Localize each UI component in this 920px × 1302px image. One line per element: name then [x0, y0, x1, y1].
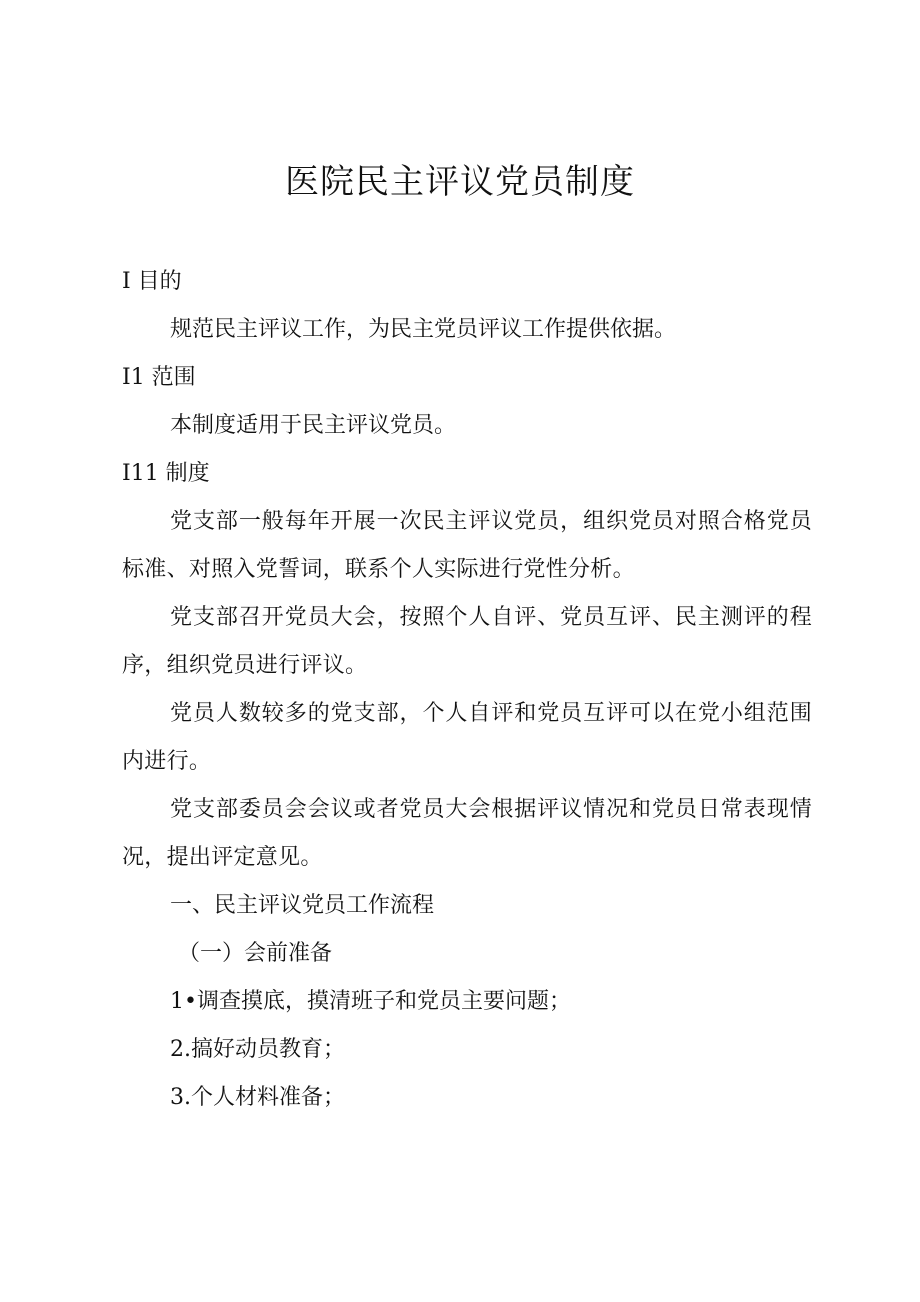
section-text-scope: 本制度适用于民主评议党员。	[170, 413, 457, 438]
paragraph: 党支部一般每年开展一次民主评议党员，组织党员对照合格党员标准、对照入党誓词，联系个人实际进行党性分析。	[122, 509, 812, 582]
section-heading-scope: I1 范围	[122, 365, 196, 390]
section-text-purpose: 规范民主评议工作，为民主党员评议工作提供依据。	[170, 317, 677, 342]
workflow-heading: 一、民主评议党员工作流程	[170, 893, 435, 918]
paragraph: 党员人数较多的党支部，个人自评和党员互评可以在党小组范围内进行。	[122, 701, 812, 774]
list-item: 2.搞好动员教育；	[170, 1037, 345, 1062]
section-heading-purpose: I 目的	[122, 269, 182, 294]
sub-heading: （一）会前准备	[178, 941, 333, 966]
list-item: 1•调查摸底，摸清班子和党员主要问题；	[170, 989, 571, 1014]
document-body	[122, 258, 812, 1122]
list-item: 3.个人材料准备；	[170, 1085, 345, 1110]
paragraph: 党支部召开党员大会，按照个人自评、党员互评、民主测评的程序，组织党员进行评议。	[122, 605, 812, 678]
document-title: 医院民主评议党员制度	[285, 162, 635, 202]
section-heading-system: I11 制度	[122, 461, 210, 486]
paragraph: 党支部委员会会议或者党员大会根据评议情况和党员日常表现情况，提出评定意见。	[122, 797, 812, 870]
